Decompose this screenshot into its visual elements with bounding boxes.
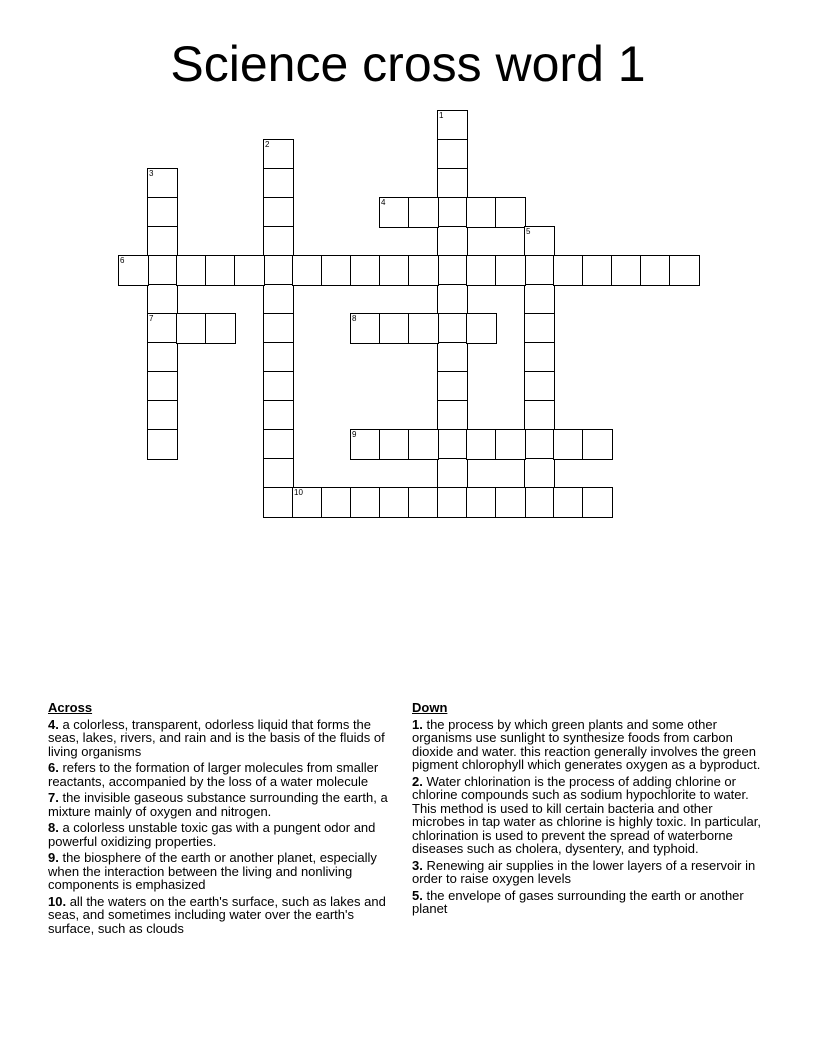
clue-text: Water chlorination is the process of adding chlorine or chlorine compounds such as sodium hypochlorite to water. This method is used to kill certain bacteria and other microbes in tap water as chlorine is highly toxic. In particular, chlorination is used to prevent the spread of waterborne diseases such as cholera, dysentery, and typhoid. xyxy=(412,773,761,856)
crossword-cell[interactable] xyxy=(263,342,294,373)
clue-text: the envelope of gases surrounding the earth or another planet xyxy=(412,887,744,916)
cell-number: 2 xyxy=(265,140,270,149)
crossword-cell[interactable] xyxy=(524,284,555,315)
crossword-cell[interactable] xyxy=(524,313,555,344)
crossword-cell[interactable] xyxy=(466,487,497,518)
crossword-cell[interactable] xyxy=(147,429,178,460)
crossword-cell[interactable] xyxy=(524,487,555,518)
crossword-cell[interactable] xyxy=(437,284,468,315)
crossword-cell[interactable] xyxy=(350,255,381,286)
crossword-cell[interactable] xyxy=(147,342,178,373)
cell-number: 7 xyxy=(149,314,154,323)
clue-down-2 xyxy=(412,775,767,856)
crossword-cell[interactable] xyxy=(350,313,381,344)
crossword-cell[interactable] xyxy=(524,458,555,489)
crossword-cell[interactable] xyxy=(147,284,178,315)
crossword-cell[interactable] xyxy=(408,313,439,344)
crossword-cell[interactable] xyxy=(234,255,265,286)
crossword-cell[interactable] xyxy=(263,139,294,170)
clue-across-6 xyxy=(48,761,396,788)
crossword-cell[interactable] xyxy=(321,487,352,518)
cell-number: 9 xyxy=(352,430,357,439)
crossword-cell[interactable] xyxy=(263,197,294,228)
crossword-cell[interactable] xyxy=(495,487,526,518)
crossword-cell[interactable] xyxy=(466,255,497,286)
crossword-cell[interactable] xyxy=(495,197,526,228)
crossword-cell[interactable] xyxy=(263,255,294,286)
crossword-cell[interactable] xyxy=(292,255,323,286)
crossword-cell[interactable] xyxy=(437,110,468,141)
crossword-cell[interactable] xyxy=(350,487,381,518)
crossword-cell[interactable] xyxy=(379,197,410,228)
across-heading: Across xyxy=(48,700,93,715)
clue-text: the process by which green plants and some other organisms use sunlight to synthesize foods from carbon dioxide and water. this reaction generally involves the green pigment chlorophyll which generates oxygen as a byproduct. xyxy=(412,716,761,772)
crossword-cell[interactable] xyxy=(118,255,149,286)
clue-number: 4. xyxy=(48,716,59,732)
clue-number: 8. xyxy=(48,820,59,835)
clue-down-3 xyxy=(412,859,767,886)
crossword-cell[interactable] xyxy=(147,226,178,257)
clue-text: the invisible gaseous substance surrounding the earth, a mixture mainly of oxygen and nitrogen. xyxy=(48,790,388,819)
crossword-cell[interactable] xyxy=(263,400,294,431)
crossword-cell[interactable] xyxy=(437,458,468,489)
clue-text: a colorless unstable toxic gas with a pungent odor and powerful oxidizing properties. xyxy=(48,820,376,849)
crossword-cell[interactable] xyxy=(582,487,613,518)
clue-number: 7. xyxy=(48,790,59,805)
clue-down-5 xyxy=(412,889,767,916)
crossword-cell[interactable] xyxy=(408,487,439,518)
crossword-cell[interactable] xyxy=(205,255,236,286)
crossword-cell[interactable] xyxy=(321,255,352,286)
cell-number: 3 xyxy=(149,169,154,178)
clue-down-1 xyxy=(412,718,767,772)
crossword-cell[interactable] xyxy=(379,313,410,344)
crossword-cell[interactable] xyxy=(437,139,468,170)
crossword-cell[interactable] xyxy=(379,255,410,286)
clue-number: 2. xyxy=(412,773,423,789)
clue-text: a colorless, transparent, odorless liquid that forms the seas, lakes, rivers, and rain and is the basis of the fluids of living organisms xyxy=(48,716,385,759)
crossword-cell[interactable] xyxy=(437,197,468,228)
clue-number: 10. xyxy=(48,893,67,909)
cell-number: 8 xyxy=(352,314,357,323)
down-clues xyxy=(412,701,767,919)
down-heading: Down xyxy=(412,700,448,715)
crossword-cell[interactable] xyxy=(524,429,555,460)
clue-text: refers to the formation of larger molecules from smaller reactants, accompanied by the loss of a water molecule xyxy=(48,760,379,789)
crossword-cell[interactable] xyxy=(553,255,584,286)
cell-number: 1 xyxy=(439,111,444,120)
clue-text: all the waters on the earth's surface, such as lakes and seas, and sometimes including water over the earth's surface, such as clouds xyxy=(48,893,386,936)
crossword-cell[interactable] xyxy=(263,226,294,257)
crossword-cell[interactable] xyxy=(408,429,439,460)
crossword-cell[interactable] xyxy=(350,429,381,460)
clue-number: 3. xyxy=(412,857,423,873)
across-clues xyxy=(48,701,396,938)
crossword-cell[interactable] xyxy=(408,197,439,228)
crossword-cell[interactable] xyxy=(524,400,555,431)
clue-number: 9. xyxy=(48,850,59,865)
clue-text: the biosphere of the earth or another planet, especially when the interaction between the living and nonliving components is emphasized xyxy=(48,850,377,892)
crossword-cell[interactable] xyxy=(495,429,526,460)
crossword-cell[interactable] xyxy=(669,255,700,286)
crossword-cell[interactable] xyxy=(263,429,294,460)
crossword-cell[interactable] xyxy=(495,255,526,286)
crossword-cell[interactable] xyxy=(437,429,468,460)
crossword-cell[interactable] xyxy=(263,168,294,199)
clue-number: 6. xyxy=(48,760,59,775)
crossword-cell[interactable] xyxy=(263,487,294,518)
crossword-cell[interactable] xyxy=(176,255,207,286)
clue-across-10 xyxy=(48,895,396,936)
crossword-cell[interactable] xyxy=(263,313,294,344)
crossword-cell[interactable] xyxy=(524,371,555,402)
crossword-cell[interactable] xyxy=(553,487,584,518)
clue-across-8 xyxy=(48,821,396,848)
crossword-cell[interactable] xyxy=(524,255,555,286)
crossword-cell[interactable] xyxy=(437,168,468,199)
crossword-cell[interactable] xyxy=(611,255,642,286)
crossword-cell[interactable] xyxy=(147,168,178,199)
crossword-cell[interactable] xyxy=(553,429,584,460)
cell-number: 10 xyxy=(294,488,303,497)
crossword-cell[interactable] xyxy=(437,342,468,373)
crossword-cell[interactable] xyxy=(437,313,468,344)
crossword-cell[interactable] xyxy=(147,197,178,228)
crossword-cell[interactable] xyxy=(524,226,555,257)
crossword-cell[interactable] xyxy=(582,255,613,286)
crossword-cell[interactable] xyxy=(437,226,468,257)
crossword-cell[interactable] xyxy=(292,487,323,518)
crossword-cell[interactable] xyxy=(379,487,410,518)
crossword-cell[interactable] xyxy=(379,429,410,460)
crossword-cell[interactable] xyxy=(437,487,468,518)
crossword-cell[interactable] xyxy=(176,313,207,344)
crossword-cell[interactable] xyxy=(205,313,236,344)
crossword-cell[interactable] xyxy=(437,371,468,402)
crossword-cell[interactable] xyxy=(147,313,178,344)
crossword-cell[interactable] xyxy=(263,371,294,402)
clue-across-9 xyxy=(48,851,396,892)
clue-across-4 xyxy=(48,718,396,759)
cell-number: 4 xyxy=(381,198,386,207)
page-title: Science cross word 1 xyxy=(170,36,646,92)
crossword-cell[interactable] xyxy=(263,458,294,489)
crossword-cell[interactable] xyxy=(147,255,178,286)
cell-number: 5 xyxy=(526,227,531,236)
crossword-cell[interactable] xyxy=(466,429,497,460)
clue-across-7 xyxy=(48,791,396,818)
crossword-cell[interactable] xyxy=(263,284,294,315)
crossword-cell[interactable] xyxy=(524,342,555,373)
crossword-cell[interactable] xyxy=(408,255,439,286)
clue-text: Renewing air supplies in the lower layers of a reservoir in order to raise oxygen levels xyxy=(412,857,756,886)
crossword-cell[interactable] xyxy=(466,197,497,228)
clue-number: 1. xyxy=(412,716,423,732)
clue-number: 5. xyxy=(412,887,423,903)
crossword-cell[interactable] xyxy=(437,400,468,431)
crossword-cell[interactable] xyxy=(147,371,178,402)
crossword-cell[interactable] xyxy=(437,255,468,286)
crossword-cell[interactable] xyxy=(640,255,671,286)
crossword-cell[interactable] xyxy=(466,313,497,344)
crossword-cell[interactable] xyxy=(147,400,178,431)
crossword-cell[interactable] xyxy=(582,429,613,460)
cell-number: 6 xyxy=(120,256,125,265)
